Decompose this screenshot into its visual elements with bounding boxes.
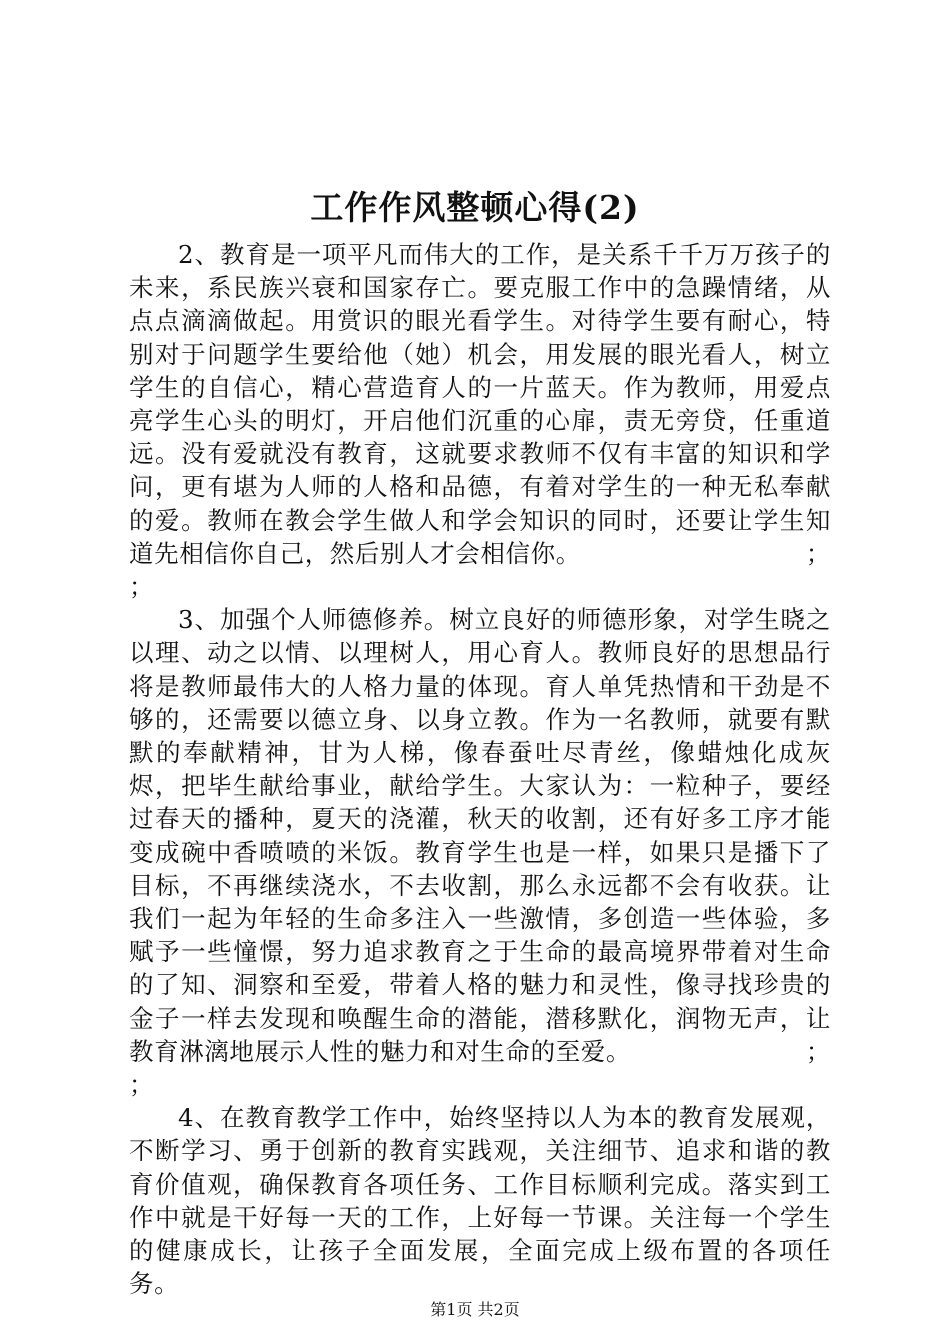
page-title: 工作作风整顿心得(2) (310, 188, 640, 227)
paragraph-text: 3、加强个人师德修养。树立良好的师德形象，对学生晓之以理、动之以情、以理树人，用心育人。教师良好的思想品行将是教师最伟大的人格力量的体现。育人单凭热情和干劲是不够的，还需要以德立身、以身立教。作为一名教师，就要有默默的奉献精神，甘为人梯，像春蚕吐尽青丝，像蜡烛化成灰烬，把毕生献给事业，献给学生。大家认为：一粒种子，要经过春天的播种，夏天的浇灌，秋天的收割，还有好多工序才能变成碗中香喷喷的米饭。教育学生也是一样，如果只是播下了目标，不再继续浇水，不去收割，那么永远都不会有收获。让我们一起为年轻的生命多注入一些激情，多创造一些体验，多赋予一些憧憬，努力追求教育之于生命的最高境界带着对生命的了知、洞察和至爱，带着人格的魅力和灵性，像寻找珍贵的金子一样去发现和唤醒生命的潜能，潜移默化，润物无声，让教育淋漓地展示人性的魅力和对生命的至爱。 (129, 605, 831, 1066)
paragraph-text: 2、教育是一项平凡而伟大的工作，是关系千千万万孩子的未来，系民族兴衰和国家存亡。要克服工作中的急躁情绪，从点点滴滴做起。用赏识的眼光看学生。对待学生要有耐心，特别对于问题学生要给他（她）机会，用发展的眼光看人，树立学生的自信心，精心营造育人的一片蓝天。作为教师，用爱点亮学生心头的明灯，开启他们沉重的心扉，责无旁贷，任重道远。没有爱就没有教育，这就要求教师不仅有丰富的知识和学问，更有堪为人师的人格和品德，有着对学生的一种无私奉献的爱。教师在教会学生做人和学会知识的同时，还要让学生知道先相信你自己，然后别人才会相信你。 (129, 240, 831, 568)
paragraph-text: 4、在教育教学工作中，始终坚持以人为本的教育发展观，不断学习、勇于创新的教育实践观，关注细节、追求和谐的教育价值观，确保教育各项任务、工作目标顺利完成。落实到工作中就是干好每一天的工作，上好每一节课。关注每一个学生的健康成长，让孩子全面发展，全面完成上级布置的各项任务。 (129, 1103, 831, 1299)
paragraph-4 (129, 1101, 831, 1300)
page-footer: 第1页 共2页 (430, 1300, 520, 1319)
paragraph-trailing-mark: ； (805, 1036, 831, 1066)
paragraph-separator: ； (129, 1070, 154, 1100)
document-body (129, 238, 831, 1301)
paragraph-3 (129, 603, 831, 1068)
paragraph-2 (129, 238, 831, 570)
paragraph-separator: ； (129, 572, 154, 602)
paragraph-trailing-mark: ； (805, 538, 831, 568)
